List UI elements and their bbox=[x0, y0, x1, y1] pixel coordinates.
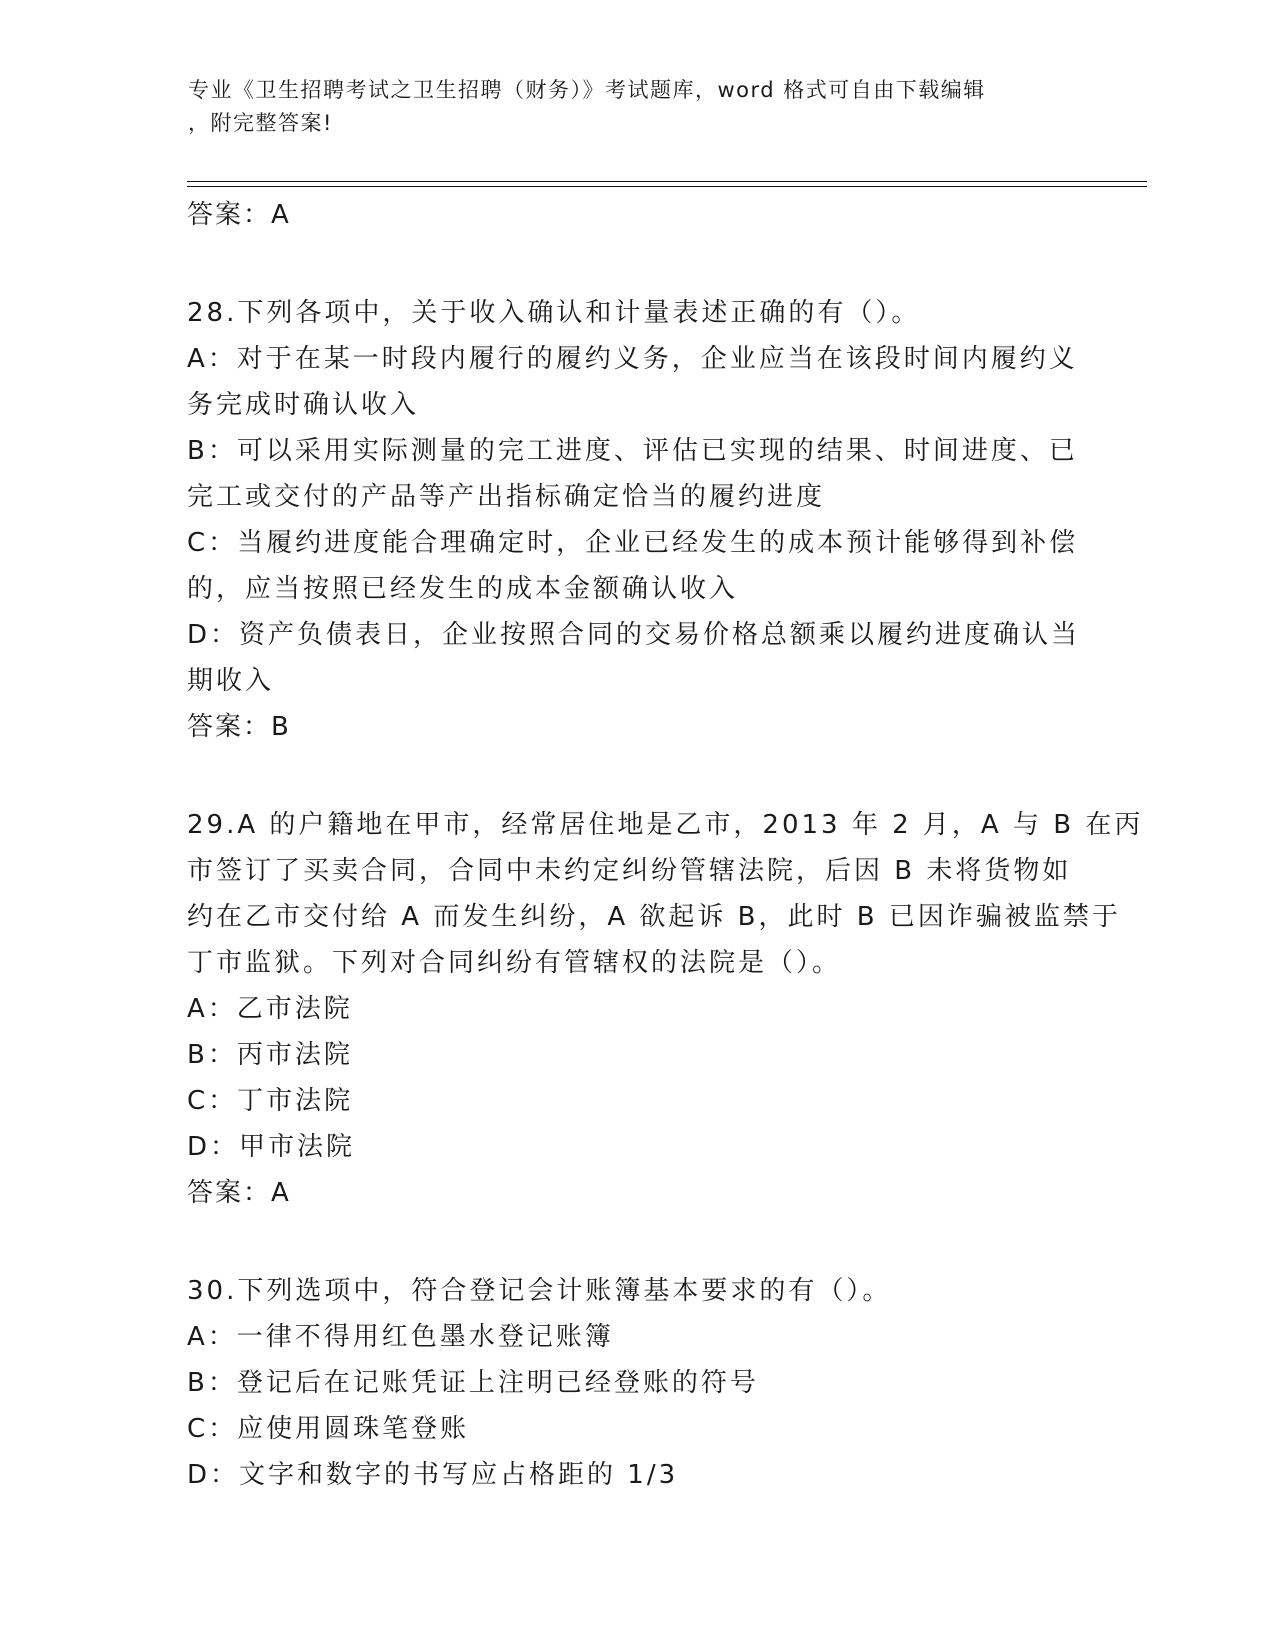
header-line-2: ，附完整答案! bbox=[188, 111, 333, 135]
option-line: C：当履约进度能合理确定时，企业已经发生的成本预计能够得到补偿 bbox=[187, 528, 1079, 558]
question-block bbox=[187, 290, 1087, 750]
option-line: 期收入 bbox=[187, 666, 275, 696]
question-content bbox=[187, 192, 1144, 1498]
question-stem-line: 30.下列选项中，符合登记会计账簿基本要求的有（）。 bbox=[187, 1276, 892, 1306]
header-divider-top bbox=[187, 181, 1147, 182]
answer-line bbox=[187, 1170, 1087, 1216]
question-stem-line: 约在乙市交付给 A 而发生纠纷，A 欲起诉 B，此时 B 已因诈骗被监禁于 bbox=[187, 902, 1121, 932]
answer-prefix: 答案： bbox=[187, 1178, 272, 1208]
option-line: 务完成时确认收入 bbox=[187, 390, 420, 420]
option-line: D：资产负债表日，企业按照合同的交易价格总额乘以履约进度确认当 bbox=[187, 620, 1081, 650]
question-list bbox=[187, 290, 1144, 1498]
option-line: 的，应当按照已经发生的成本金额确认收入 bbox=[187, 574, 739, 604]
option-line: 完工或交付的产品等产出指标确定恰当的履约进度 bbox=[187, 482, 826, 512]
answer-value: A bbox=[271, 1178, 291, 1208]
header-line-1: 专业《卫生招聘考试之卫生招聘（财务）》考试题库，word 格式可自由下载编辑 bbox=[188, 78, 986, 102]
answer-value: A bbox=[271, 200, 291, 230]
option-line: C：应使用圆珠笔登账 bbox=[187, 1414, 470, 1444]
question-block bbox=[187, 1268, 1087, 1498]
option-line: B：登记后在记账凭证上注明已经登账的符号 bbox=[187, 1368, 759, 1398]
question-stem-line: 市签订了买卖合同，合同中未约定纠纷管辖法院，后因 B 未将货物如 bbox=[187, 856, 1072, 886]
question-stem-line: 丁市监狱。下列对合同纠纷有管辖权的法院是（）。 bbox=[187, 948, 842, 978]
answer-line-previous bbox=[187, 192, 1087, 238]
document-header bbox=[188, 74, 1068, 140]
option-line: A：一律不得用红色墨水登记账簿 bbox=[187, 1322, 614, 1352]
option-line: B：丙市法院 bbox=[187, 1040, 353, 1070]
option-line: A：乙市法院 bbox=[187, 994, 353, 1024]
option-line: D：甲市法院 bbox=[187, 1132, 356, 1162]
option-line: D：文字和数字的书写应占格距的 1/3 bbox=[187, 1460, 679, 1490]
answer-value: B bbox=[271, 712, 291, 742]
header-divider-bottom bbox=[187, 186, 1147, 187]
answer-line bbox=[187, 704, 1087, 750]
option-line: A：对于在某一时段内履行的履约义务，企业应当在该段时间内履约义 bbox=[187, 344, 1078, 374]
option-line: B：可以采用实际测量的完工进度、评估已实现的结果、时间进度、已 bbox=[187, 436, 1078, 466]
question-stem-line: 28.下列各项中，关于收入确认和计量表述正确的有（）。 bbox=[187, 298, 921, 328]
question-stem-line: 29.A 的户籍地在甲市，经常居住地是乙市，2013 年 2 月，A 与 B 在丙 bbox=[187, 810, 1144, 840]
answer-prefix: 答案： bbox=[187, 200, 272, 230]
question-block bbox=[187, 802, 1144, 1216]
answer-prefix: 答案： bbox=[187, 712, 272, 742]
option-line: C：丁市法院 bbox=[187, 1086, 354, 1116]
